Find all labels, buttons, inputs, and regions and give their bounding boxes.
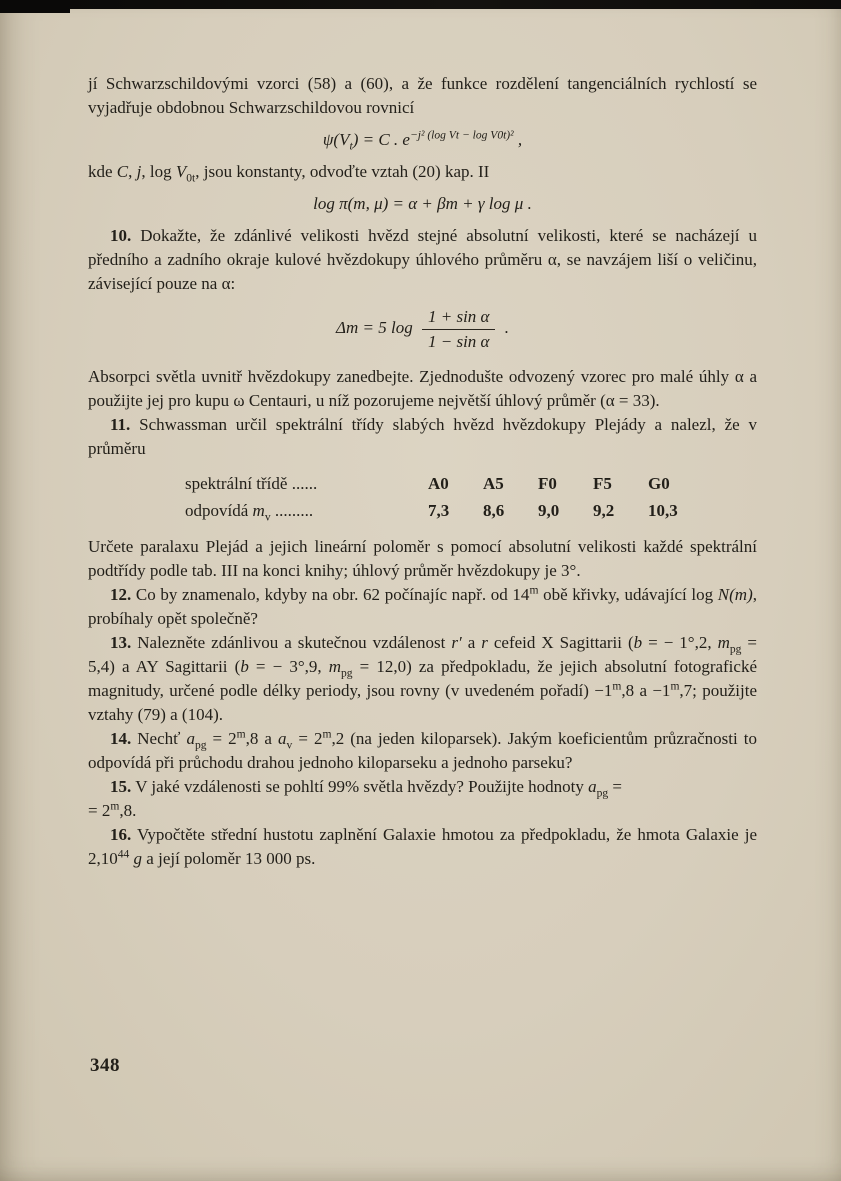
problem-13: 13. Nalezněte zdánlivou a skutečnou vzdálenost r′ a r cefeid X Sagittarii (b = − 1°,2, $m_{pg} = 5,4$) a AY Sagittarii (b = − 3°,9, $m_{pg} = 12,0$) za předpokladu, že jejich absolutní fotografické magnitudy, určené podle délky periody, jsou rovny (v uvedeném pořadí) $-1^m,8$ $a -1^m,7$; použijte vztahy (79) a (104). [88, 633, 758, 724]
paragraph-continuation: jí Schwarzschildovými vzorci (58) a (60), a že funkce rozdělení tangenciálních rychlostí se vyjadřuje obdobnou Schwarzschildovou rovnicí [88, 74, 757, 117]
fraction [422, 306, 495, 353]
table-row-label: odpovídá $m_v$ ......... [185, 501, 314, 524]
table-cell: 9,0 [538, 501, 560, 520]
problem-15: 15. V jaké vzdálenosti se pohltí 99% světla hvězdy? Použijte hodnoty $a_{pg}$ = = $2^m,8$. [88, 777, 623, 820]
formula-psi: $\psi(V_t) = C$ . $e^{-j^2 (log Vt - log V0t)^2}$ , [322, 128, 523, 153]
scan-edge-corner [0, 0, 70, 13]
paragraph-urcete: Určete paralaxu Plejád a jejich lineární poloměr s pomocí absolutní velikosti každé spektrální podtřídy podle tab. III na konci knihy; úhlový průměr hvězdokupy je 3°. [88, 537, 757, 580]
formula-delta-m [88, 306, 757, 353]
paragraph-absorpce: Absorpci světla uvnitř hvězdokupy zanedbejte. Zjednodušte odvozený vzorec pro malé úhly α a použijte jej pro kupu ω Centauri, u níž pozorujeme největší úhlový průměr (α = 33). [88, 367, 757, 410]
problem-14: 14. Nechť $a_{pg} = 2^m,8$ a $a_v = 2^m,2$ (na jeden kiloparsek). Jakým koeficientům průzračnosti to odpovídá při průchodu drahou jednoho kiloparseku a jednoho parseku? [88, 727, 757, 772]
problem-16: 16. Vypočtěte střední hustotu zaplnění Galaxie hmotou za předpokladu, že hmota Galaxie je 2,10$^{44}$ g a její poloměr 13 000 ps. [88, 825, 757, 868]
formula-delta-m-tail: . [504, 318, 509, 337]
table-cell: F5 [593, 474, 612, 493]
table-row [185, 497, 757, 524]
text-block [88, 72, 757, 871]
table-row [185, 470, 757, 497]
formula-log-pi: log π(m, μ) = α + βm + γ log μ . [313, 194, 532, 213]
table-cell: 7,3 [428, 501, 450, 520]
fraction-numerator: 1 + sin α [422, 306, 495, 330]
problem-10: 10. Dokažte, že zdánlivé velikosti hvězd stejné absolutní velikosti, které se nacházejí u předního a zadního okraje kulové hvězdokupy úhlového průměru α, se navzájem liší o veličinu, závisející pouze na α: [88, 226, 757, 293]
table-cell: 8,6 [483, 501, 505, 520]
table-cell: G0 [648, 474, 670, 493]
table-cell: 10,3 [648, 501, 678, 520]
table-row-label: spektrální třídě ...... [185, 474, 318, 493]
page-number: 348 [90, 1055, 120, 1076]
paragraph-kde: kde C, j, $\log V_{0t}$, jsou konstanty, odvoďte vztah (20) kap. II [88, 162, 490, 185]
table-cell: A5 [483, 474, 504, 493]
table-cell: F0 [538, 474, 557, 493]
spectral-class-table [185, 470, 757, 524]
scan-edge-top [0, 0, 841, 9]
problem-12: 12. Co by znamenalo, kdyby na obr. 62 počínajíc např. od 14$^m$ obě křivky, udávající log N(m), probíhaly opět společně? [88, 583, 757, 628]
fraction-denominator: 1 − sin α [427, 332, 490, 351]
table-cell: A0 [428, 474, 449, 493]
table-cell: 9,2 [593, 501, 615, 520]
formula-delta-m-lhs: Δm = 5 log [336, 318, 413, 337]
problem-11: 11. Schwassman určil spektrální třídy slabých hvězd hvězdokupy Plejády a nalezl, že v průměru [88, 415, 757, 458]
